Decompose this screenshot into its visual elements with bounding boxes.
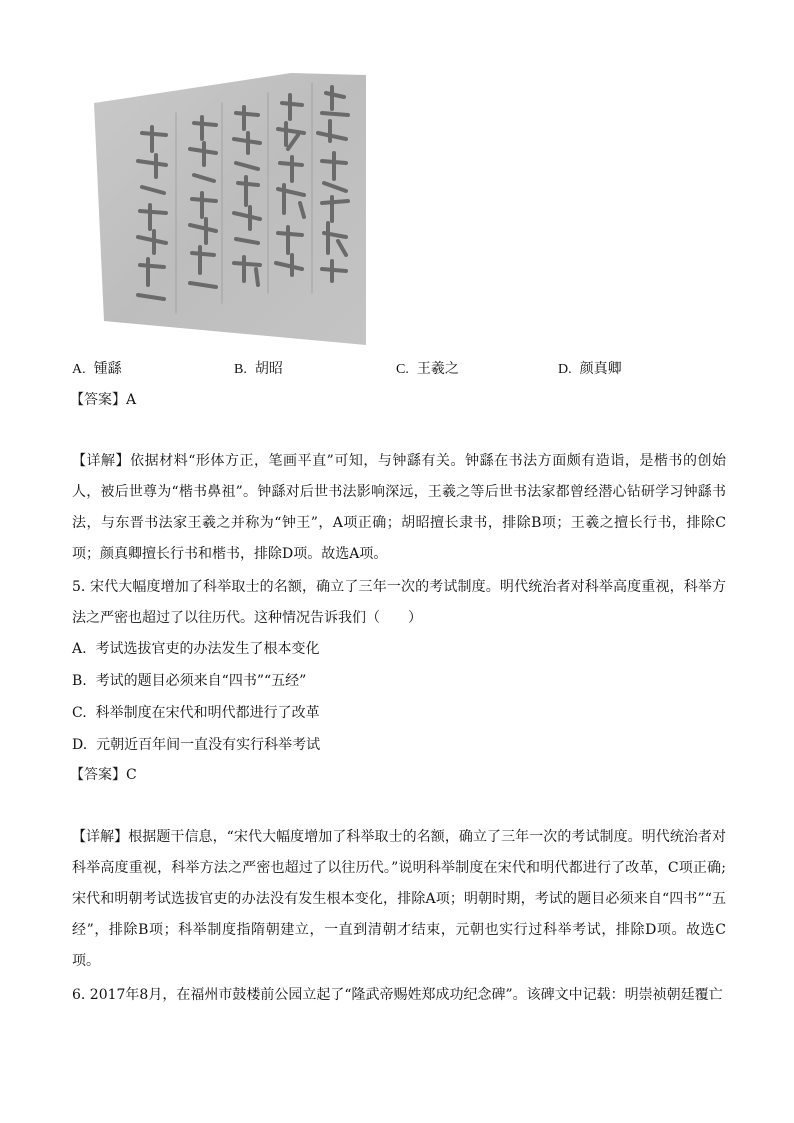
q5-option-d: D. 元朝近百年间一直没有实行科举考试 (72, 737, 321, 753)
q4-options (72, 358, 732, 380)
q4-option-c: C. 王羲之 (396, 361, 459, 377)
q4-option-d: D. 颜真卿 (558, 361, 622, 377)
q5-detail: 【详解】根据题干信息，“宋代大幅度增加了科举取士的名额，确立了三年一次的考试制度。明代统治者对科举高度重视，科举方法之严密也超过了以往历代。”说明科举制度在宋代和明代都进行了改革，C项正确;宋代和明朝考试选拔官吏的办法没有发生根本变化，排除A项；明朝时期，考试的题目必须来自“四书”“五经”，排除B项；科举制度指隋朝建立，一直到清朝才结束，元朝也实行过科举考试，排除D项。故选C项。 (72, 829, 727, 969)
q5-option-c: C. 科举制度在宋代和明代都进行了改革 (72, 705, 320, 721)
q5-option-a: A. 考试选拔官吏的办法发生了根本变化 (72, 641, 320, 657)
calligraphy-image (86, 73, 366, 345)
q5-answer: 【答案】C (70, 767, 137, 783)
q5-stem: 5. 宋代大幅度增加了科举取士的名额，确立了三年一次的考试制度。明代统治者对科举高度重视，科举方法之严密也超过了以往历代。这种情况告诉我们（ ） (72, 579, 726, 626)
q4-answer: 【答案】A (70, 392, 137, 408)
q5-option-b: B. 考试的题目必须来自“四书”“五经” (72, 673, 307, 689)
q6-stem: 6. 2017年8月，在福州市鼓楼前公园立起了“隆武帝赐姓郑成功纪念碑”。该碑文中记载：明崇祯朝廷覆亡 (72, 987, 723, 1003)
q4-option-b: B. 胡昭 (234, 361, 283, 377)
q4-option-a: A. 锺繇 (72, 361, 122, 377)
q4-detail: 【详解】依据材料“形体方正，笔画平直”可知，与钟繇有关。钟繇在书法方面颇有造诣，是楷书的创始人，被后世尊为“楷书鼻祖”。钟繇对后世书法影响深远，王羲之等后世书法家都曾经潜心钻研学习钟繇书法，与东晋书法家王羲之并称为“钟王”，A项正确；胡昭擅长隶书，排除B项；王羲之擅长行书，排除C项；颜真卿擅长行书和楷书，排除D项。故选A项。 (72, 453, 727, 562)
